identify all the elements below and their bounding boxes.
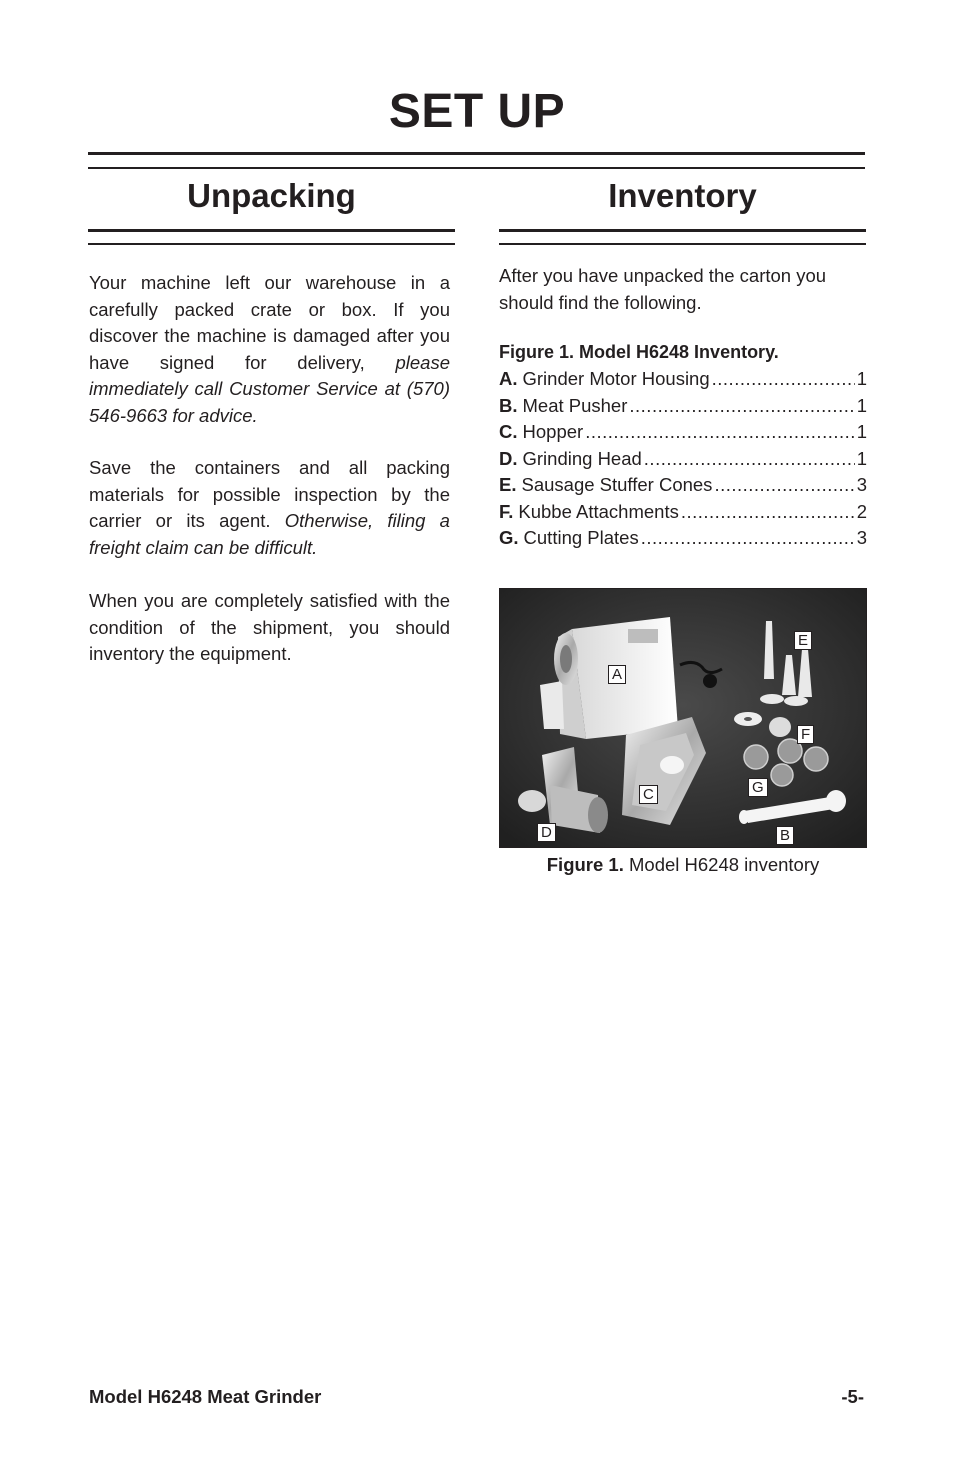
inventory-item (499, 446, 867, 473)
inventory-item (499, 366, 867, 393)
inventory-item-name: Kubbe Attachments (518, 500, 679, 522)
inventory-item-letter: F. (499, 500, 514, 522)
inventory-item (499, 419, 867, 446)
inventory-item-name: Grinding Head (522, 447, 642, 469)
inventory-item-qty: 2 (856, 500, 867, 522)
callout-b: B (776, 826, 794, 845)
inventory-item-letter: A. (499, 368, 518, 389)
inventory-item (499, 393, 867, 420)
footer-page-number: -5- (841, 1386, 864, 1407)
inventory-item-name: Sausage Stuffer Cones (521, 474, 713, 495)
inventory-item-qty: 1 (856, 447, 867, 469)
inventory-item-name: Meat Pusher (522, 394, 628, 416)
callout-e: E (794, 631, 812, 650)
inventory-item-qty: 3 (856, 527, 867, 548)
unpacking-rule-bottom (88, 243, 455, 245)
title-rule-bottom (88, 167, 865, 169)
callout-f: F (797, 725, 814, 744)
inventory-photo-illustration (500, 589, 866, 847)
unpacking-rule-top (88, 229, 455, 232)
inventory-item-letter: E. (499, 474, 517, 495)
callout-g: G (748, 778, 768, 797)
inventory-photo (499, 588, 867, 848)
leader-dots (629, 393, 854, 420)
leader-dots (585, 419, 855, 446)
inventory-item (499, 499, 867, 526)
inventory-item (499, 472, 867, 499)
page-title: SET UP (388, 85, 566, 138)
unpacking-heading: Unpacking (187, 177, 356, 214)
inventory-item-letter: G. (499, 527, 519, 548)
inventory-rule-top (499, 229, 866, 232)
unpacking-p1-italic: please immediately call Customer Service at (570) 546-9663 for advice. (89, 351, 450, 426)
unpacking-paragraph-2 (89, 455, 450, 561)
title-rule-top (88, 152, 865, 155)
unpacking-p1-text: Your machine left our warehouse in a carefully packed crate or box. If you discover the machine is damaged after you have signed for delivery, (89, 272, 450, 373)
figure-caption (499, 854, 867, 876)
leader-dots (641, 525, 855, 552)
callout-c: C (639, 785, 658, 804)
leader-dots (712, 366, 855, 393)
unpacking-paragraph-3: When you are completely satisfied with the condition of the shipment, you should inventory the equipment. (89, 590, 450, 664)
unpacking-p2-text: Save the containers and all packing materials for possible inspection by the carrier or its agent. (89, 457, 450, 531)
leader-dots (714, 472, 854, 499)
inventory-item-letter: C. (499, 421, 518, 442)
inventory-item-qty: 3 (856, 474, 867, 495)
inventory-item-name: Hopper (522, 421, 584, 442)
unpacking-p2-italic: Otherwise, filing a freight claim can be difficult. (89, 510, 450, 558)
inventory-item-qty: 1 (856, 421, 867, 442)
inventory-intro: After you have unpacked the carton you should find the following. (499, 265, 827, 313)
inventory-rule-bottom (499, 243, 866, 245)
inventory-item-qty: 1 (856, 368, 867, 389)
figure-caption-label: Figure 1. (546, 854, 624, 875)
inventory-item (499, 525, 867, 552)
inventory-list-title: Figure 1. Model H6248 Inventory. (499, 342, 779, 362)
inventory-item-qty: 1 (856, 394, 867, 416)
inventory-item-name: Cutting Plates (523, 527, 639, 548)
figure-caption-text: Model H6248 inventory (623, 854, 820, 875)
leader-dots (644, 446, 855, 473)
inventory-heading: Inventory (608, 177, 757, 214)
inventory-item-letter: B. (499, 394, 518, 416)
callout-d: D (537, 823, 556, 842)
inventory-list (499, 366, 867, 552)
footer-model: Model H6248 Meat Grinder (89, 1386, 322, 1407)
callout-a: A (608, 665, 626, 684)
leader-dots (681, 499, 855, 526)
unpacking-paragraph-1 (89, 270, 450, 429)
inventory-item-name: Grinder Motor Housing (522, 368, 710, 389)
inventory-item-letter: D. (499, 447, 518, 469)
